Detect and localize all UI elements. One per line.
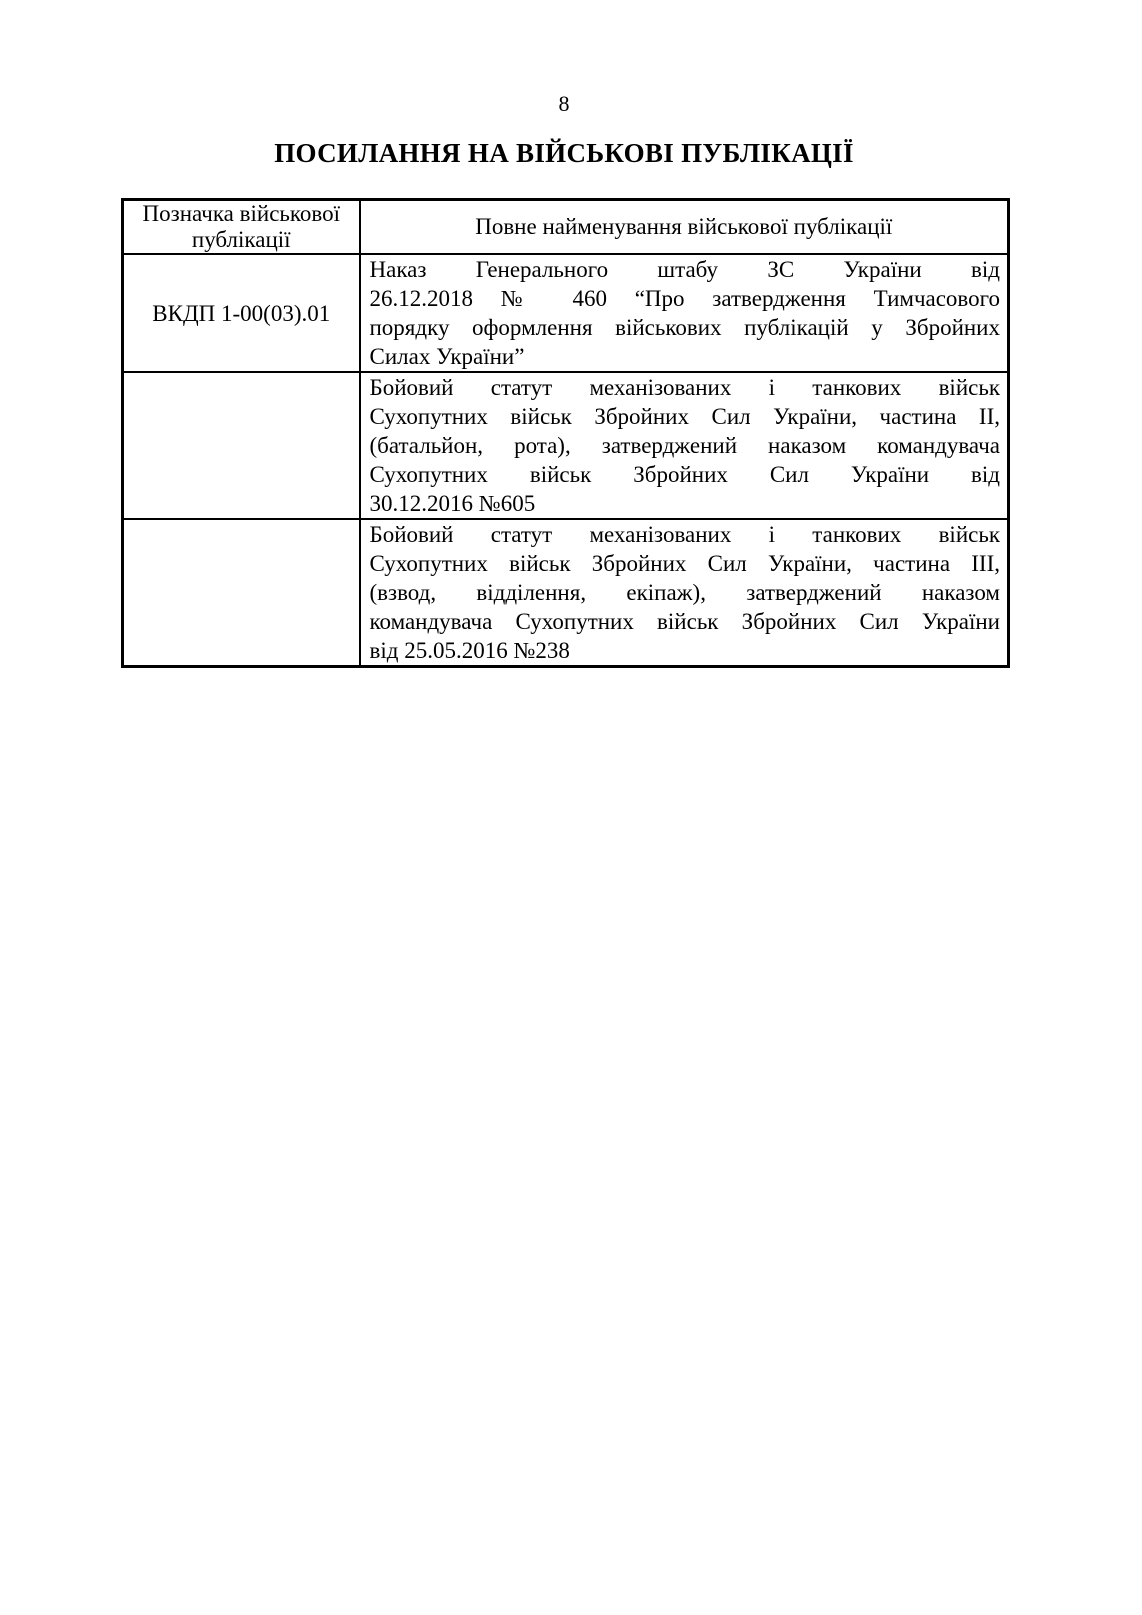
header-row: [123, 200, 1009, 255]
publication-line: Наказ Генерального штабу ЗС України від: [369, 257, 1000, 282]
publication-line: Сухопутних військ Збройних Сил України, частина III,: [369, 551, 1000, 576]
publication-line: Бойовий статут механізованих і танкових військ: [369, 375, 1000, 400]
publication-cell: [360, 519, 1009, 667]
designation-cell: [123, 519, 360, 667]
publication-line: Сухопутних військ Збройних Сил України, частина II,: [369, 404, 1000, 429]
designation-cell: [123, 372, 360, 519]
col-header-full-name: Повне найменування військової публікації: [360, 200, 1009, 255]
table-header: [123, 200, 1009, 255]
publications-table: [121, 198, 1010, 668]
table-row: [123, 372, 1009, 519]
table-row: [123, 519, 1009, 667]
publication-line: Силах України”: [369, 344, 525, 369]
publication-cell: [360, 372, 1009, 519]
page-number: 8: [558, 91, 570, 116]
publication-line: командувача Сухопутних військ Збройних Сил України: [369, 609, 1000, 634]
publication-cell: [360, 254, 1009, 372]
publication-line: порядку оформлення військових публікацій у Збройних: [369, 315, 1000, 340]
table-body: [123, 254, 1009, 667]
publication-line: від 25.05.2016 №238: [369, 638, 570, 663]
col-header-designation: Позначка військової публікації: [123, 200, 360, 255]
publication-line: 30.12.2016 №605: [369, 491, 536, 516]
publication-line: Бойовий статут механізованих і танкових військ: [369, 522, 1000, 547]
publication-line: Сухопутних військ Збройних Сил України від: [369, 462, 1000, 487]
publication-line: (батальйон, рота), затверджений наказом командувача: [369, 433, 1000, 458]
table-row: [123, 254, 1009, 372]
designation-cell: ВКДП 1-00(03).01: [123, 254, 360, 372]
publication-line: (взвод, відділення, екіпаж), затверджений наказом: [369, 580, 1000, 605]
page-title: ПОСИЛАННЯ НА ВІЙСЬКОВІ ПУБЛІКАЦІЇ: [274, 138, 854, 168]
publication-line: 26.12.2018 № 460 “Про затвердження Тимчасового: [369, 286, 1000, 311]
